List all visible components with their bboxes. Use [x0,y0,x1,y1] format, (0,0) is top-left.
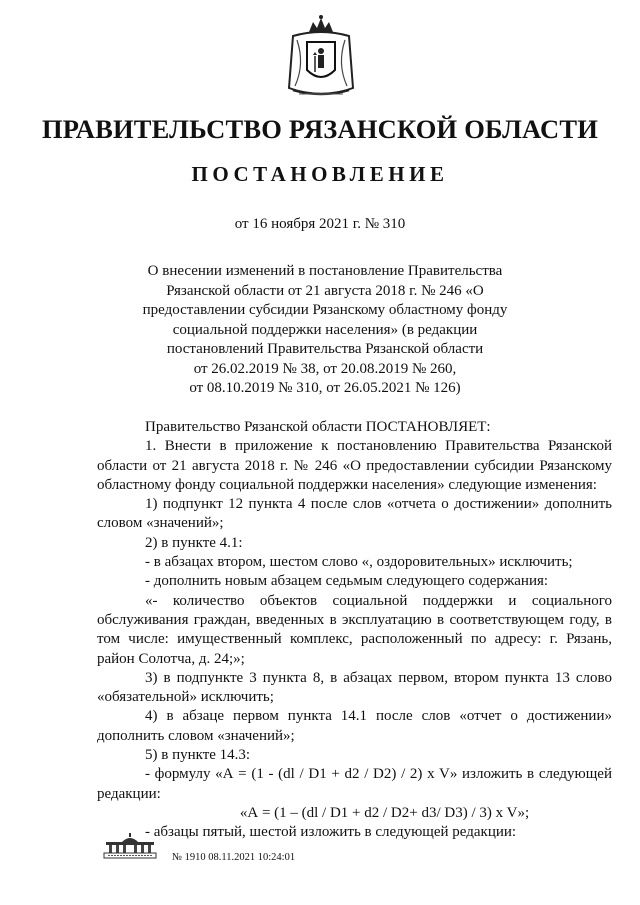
body-paragraph: - абзацы пятый, шестой изложить в следующей редакции: [145,824,517,841]
subject-line: Рязанской области от 21 августа 2018 г. № 246 «О [166,282,484,299]
government-building-stamp-icon [100,832,160,860]
body-paragraph: 4) в абзаце первом пункта 14.1 после слов «отчет о достижении» дополнить словом «значений»; [97,708,612,744]
formula-line: «А = (1 – (dl / D1 + d2 / D2+ d3/ D3) / 3) x V»; [239,804,530,821]
document-type: ПОСТАНОВЛЕНИЕ [191,162,449,186]
body-paragraph: 1. Внести в приложение к постановлению Правительства Рязанской области от 21 августа 2018 г. № 246 «О предоставлении субсидии Рязанскому областному фонду социальной поддержки населения» следующие изменения: [97,438,612,493]
document-date-number: от 16 ноября 2021 г. № 310 [234,216,406,232]
body-paragraph: 5) в пункте 14.3: [145,747,251,764]
subject-line: от 08.10.2019 № 310, от 26.05.2021 № 126) [189,380,461,396]
subject-line: социальной поддержки населения» (в редакции [172,321,478,338]
body-paragraph: - формулу «А = (1 - (dl / D1 + d2 / D2) / 2) x V» изложить в следующей редакции: [97,766,612,802]
body-paragraph: «- количество объектов социальной поддержки и социального обслуживания граждан, введенных в эксплуатацию в соответствующем году, в том числе: имущественный комплекс, расположенный по адресу: г. Рязань, район Солотча, д. 24;»; [97,592,612,667]
coat-of-arms-icon [285,14,357,100]
document-body [97,418,612,843]
body-paragraph: 2) в пункте 4.1: [145,534,243,551]
body-paragraph: - дополнить новым абзацем седьмым следующего содержания: [145,573,549,590]
subject-line: О внесении изменений в постановление Правительства [147,263,503,279]
body-paragraph: - в абзацах втором, шестом слово «, оздоровительных» исключить; [145,554,573,571]
body-paragraph: 3) в подпункте 3 пункта 8, в абзацах первом, втором пункта 13 слово «обязательной» исключить; [97,669,612,706]
subject-line: от 26.02.2019 № 38, от 20.08.2019 № 260, [193,360,457,377]
body-paragraph: 1) подпункт 12 пункта 4 после слов «отчета о достижении» дополнить словом «значений»; [97,496,612,532]
body-paragraph: Правительство Рязанской области ПОСТАНОВЛЯЕТ: [145,419,491,435]
subject-line: предоставлении субсидии Рязанскому областному фонду [142,302,508,318]
government-title: ПРАВИТЕЛЬСТВО РЯЗАНСКОЙ ОБЛАСТИ [41,114,599,144]
document-subject [140,262,510,399]
registration-code: № 1910 08.11.2021 10:24:01 [172,852,296,863]
subject-line: постановлений Правительства Рязанской области [166,341,484,357]
